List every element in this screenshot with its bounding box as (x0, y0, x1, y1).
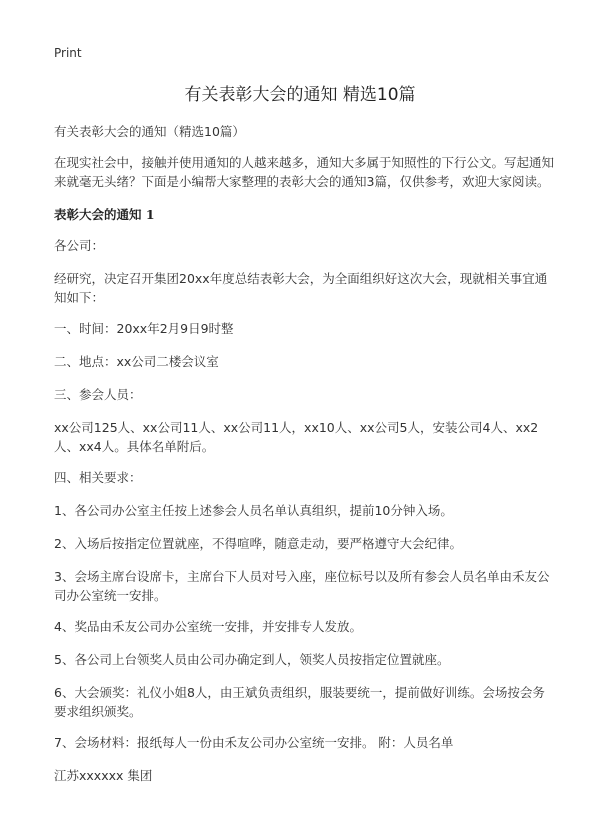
requirement-5: 5、各公司上台领奖人员由公司办确定到人，领奖人员按指定位置就座。 (54, 652, 450, 667)
intro-paragraph: 在现实社会中，接触并使用通知的人越来越多，通知大多属于知照性的下行公文。写起通知来就毫无头绪？下面是小编帮大家整理的表彰大会的通知3篇，仅供参考，欢迎大家阅读。 (54, 155, 555, 189)
attendees-detail: xx公司125人、xx公司11人、xx公司11人，xx10人、xx公司5人，安装公司4人、xx2人、xx4人。具体名单附后。 (54, 420, 539, 454)
item-time: 一、时间：20xx年2月9日9时整 (54, 321, 234, 336)
requirement-4: 4、奖品由禾友公司办公室统一安排，并安排专人发放。 (54, 619, 362, 634)
item-place: 二、地点：xx公司二楼会议室 (54, 354, 219, 369)
requirement-7: 7、会场材料：报纸每人一份由禾友公司办公室统一安排。 附：人员名单 (54, 735, 454, 750)
item-requirements-label: 四、相关要求： (54, 470, 142, 485)
document-body (54, 122, 554, 785)
requirement-6: 6、大会颁奖：礼仪小姐8人，由王斌负责组织，服装要统一，提前做好训练。会场按会务要求组织颁奖。 (54, 685, 545, 719)
requirement-3: 3、会场主席台设席卡，主席台下人员对号入座，座位标号以及所有参会人员名单由禾友公司办公室统一安排。 (54, 569, 550, 603)
item-attendees-label: 三、参会人员： (54, 387, 142, 402)
print-link[interactable]: Print (54, 46, 82, 60)
signature: 江苏xxxxxx 集团 (54, 768, 153, 783)
opening-paragraph: 经研究，决定召开集团20xx年度总结表彰大会，为全面组织好这次大会，现就相关事宜通知如下： (54, 271, 548, 305)
document-subtitle: 有关表彰大会的通知（精选10篇） (54, 124, 245, 139)
salutation: 各公司： (54, 238, 105, 253)
page-title: 有关表彰大会的通知 精选10篇 (184, 85, 416, 105)
requirement-1: 1、各公司办公室主任按上述参会人员名单认真组织，提前10分钟入场。 (54, 503, 453, 518)
requirement-2: 2、入场后按指定位置就座，不得喧哗，随意走动，要严格遵守大会纪律。 (54, 536, 462, 551)
section-heading: 表彰大会的通知 1 (54, 207, 155, 222)
